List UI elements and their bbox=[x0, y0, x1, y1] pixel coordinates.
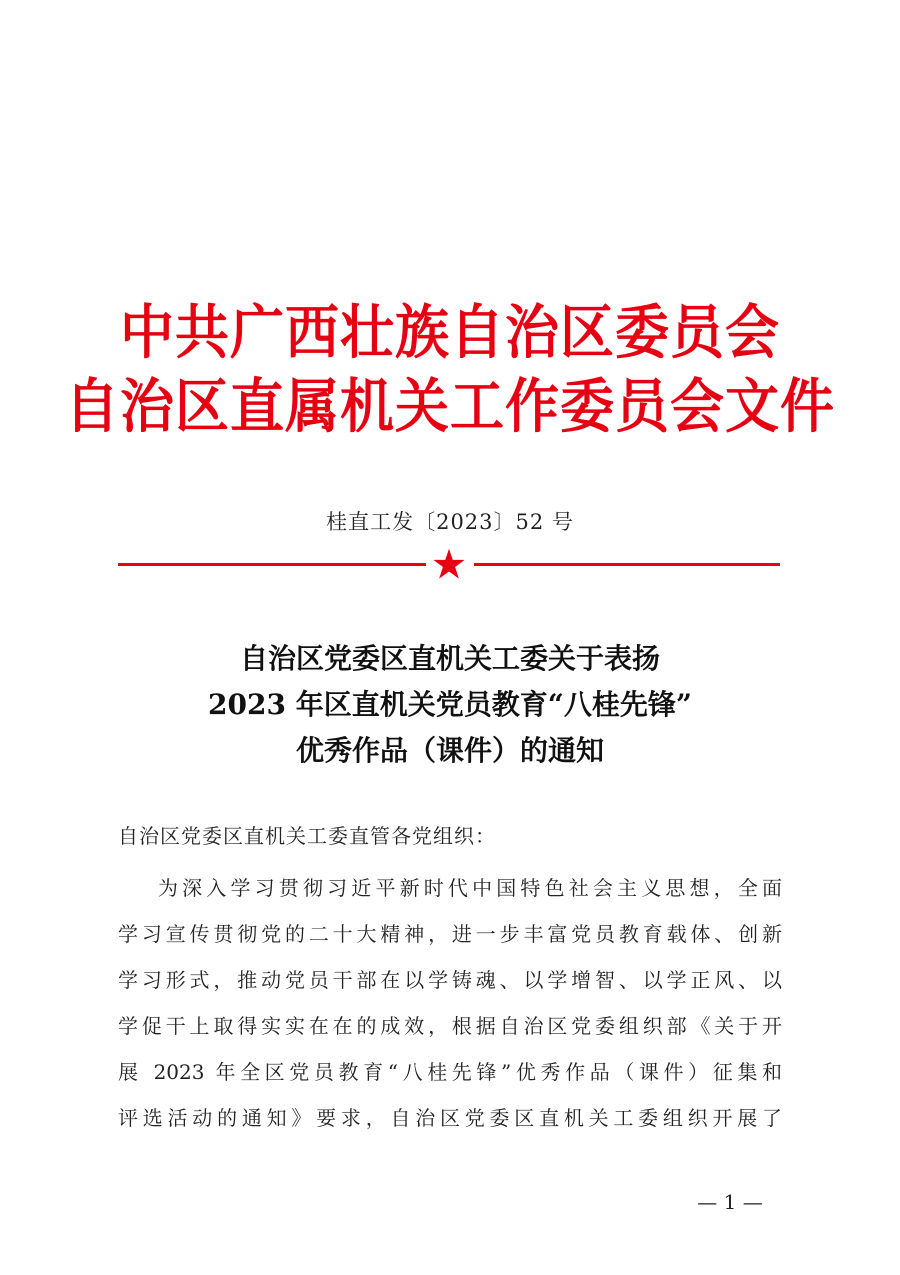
issuer-header-line-1: 中共广西壮族自治区委员会 bbox=[120, 298, 780, 367]
body-paragraph-line: 学习宣传贯彻党的二十大精神，进一步丰富党员教育载体、创新 bbox=[118, 922, 782, 946]
red-divider-right bbox=[474, 563, 780, 566]
body-paragraph-line: 学促干上取得实实在在的成效，根据自治区党委组织部《关于开 bbox=[118, 1014, 782, 1038]
body-paragraph-line: 评选活动的通知》要求，自治区党委区直机关工委组织开展了 bbox=[118, 1106, 782, 1130]
notice-title-line-2: 2023 年区直机关党员教育“八桂先锋” bbox=[208, 688, 692, 721]
body-paragraph-line: 展 2023 年全区党员教育“八桂先锋”优秀作品（课件）征集和 bbox=[118, 1060, 782, 1084]
body-paragraph-line: 为深入学习贯彻习近平新时代中国特色社会主义思想，全面 bbox=[158, 876, 782, 900]
document-number: 桂直工发〔2023〕52 号 bbox=[326, 510, 574, 534]
salutation: 自治区党委区直机关工委直管各党组织： bbox=[118, 824, 496, 848]
page-number: — 1 — bbox=[697, 1190, 763, 1214]
star-icon bbox=[432, 547, 466, 581]
notice-title-line-3: 优秀作品（课件）的通知 bbox=[295, 734, 604, 767]
body-paragraph-line: 学习形式，推动党员干部在以学铸魂、以学增智、以学正风、以 bbox=[118, 968, 782, 992]
notice-title-line-1: 自治区党委区直机关工委关于表扬 bbox=[239, 642, 660, 675]
issuer-header-line-2: 自治区直属机关工作委员会文件 bbox=[65, 372, 835, 441]
red-divider-left bbox=[118, 563, 426, 566]
